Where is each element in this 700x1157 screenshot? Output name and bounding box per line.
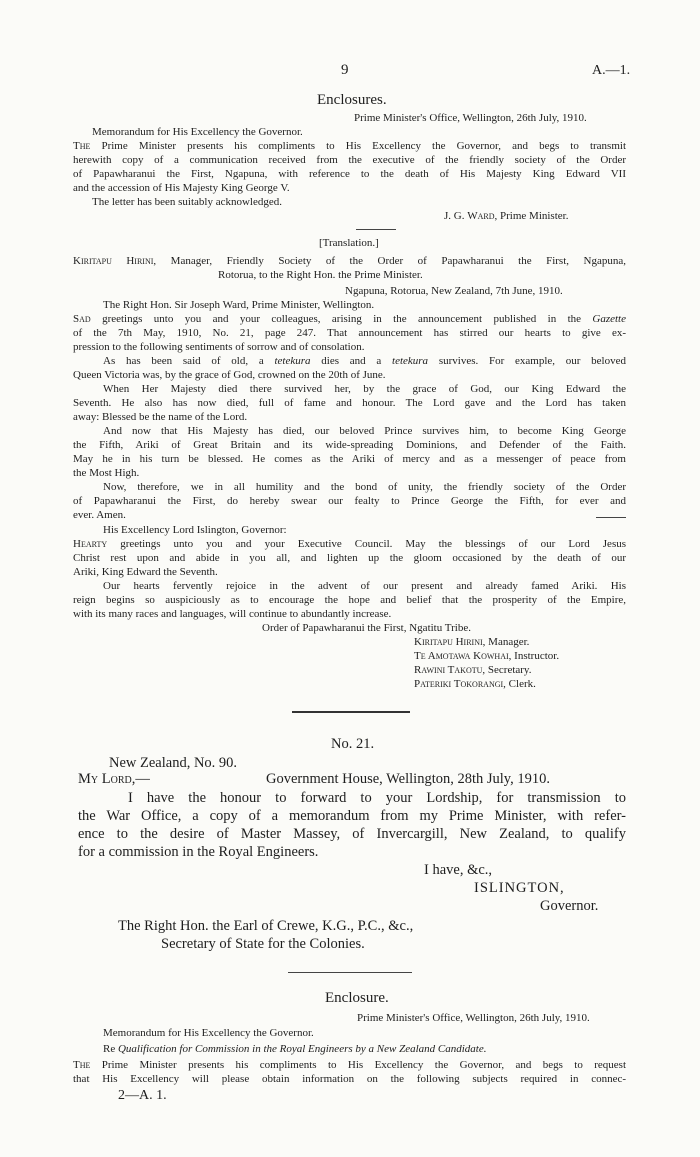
recipient: Secretary of State for the Colonies. (161, 936, 365, 952)
despatch-body: the War Office, a copy of a memorandum from my Prime Minister, with refer- (78, 808, 626, 824)
maori-term: tetekura (392, 355, 429, 367)
recipient: The Right Hon. the Earl of Crewe, K.G., P.C., &c., (118, 918, 414, 934)
subject-line (103, 1042, 486, 1056)
gazette-title: Gazette (592, 313, 626, 325)
signatory (414, 677, 536, 691)
signatory-role: , Instructor. (508, 650, 560, 662)
closing: I have, &c., (424, 862, 493, 878)
addressee: The Right Hon. Sir Joseph Ward, Prime Minister, Wellington. (103, 299, 375, 311)
paragraph-body (73, 537, 626, 551)
paragraph-body: that His Excellency will please obtain information on the following subjects required in connec- (73, 1073, 626, 1085)
signature-title: , Prime Minister. (494, 210, 569, 222)
despatch-number: No. 21. (331, 736, 375, 752)
memo-line: Memorandum for His Excellency the Governor. (92, 126, 303, 138)
signatory-name: Rawini Takotu (414, 664, 483, 676)
section-title-enclosure: Enclosure. (325, 990, 389, 1006)
lead-word: The (73, 1059, 91, 1071)
paragraph-body (73, 312, 626, 326)
paragraph-body: of Papawharanui the First, Ngapuna, with reference to the death of His Majesty King Edward VII (73, 168, 626, 180)
letter-heading: Rotorua, to the Right Hon. the Prime Minister. (218, 269, 423, 281)
paragraph-body (73, 1058, 626, 1072)
signer-title: Governor. (540, 898, 599, 914)
dateline: Government House, Wellington, 28th July, 1910. (266, 771, 550, 787)
text-line: As has been said of old, a (103, 355, 264, 367)
text-line: survives. For example, our beloved (438, 355, 626, 367)
salutation (78, 771, 150, 789)
text-line: dies and a (321, 355, 382, 367)
nz-number: New Zealand, No. 90. (109, 755, 238, 771)
salutation-lord: Lord (101, 771, 132, 787)
text-line: Prime Minister presents his compliments to His Excellency the Governor, and begs to transmit (101, 140, 626, 152)
paragraph-body: Christ rest upon and abide in you all, and lighten up the gloom occasioned by the death of our (73, 552, 626, 564)
paragraph-body: herewith copy of a communication received from the executive of the friendly society of the Order (73, 154, 626, 166)
lead-word: Sad (73, 313, 91, 325)
paragraph-body: And now that His Majesty has died, our beloved Prince survives him, to become King George (103, 425, 626, 437)
section-divider (292, 711, 410, 713)
paragraph-body: away: Blessed be the name of the Lord. (73, 411, 248, 423)
paragraph-body: reign begins so auspiciously as to encourage the hope and belief that the prosperity of the Empire, (73, 594, 626, 606)
paragraph-body: of the 7th May, 1910, No. 21, page 247. That announcement has stirred our hearts to give ex- (73, 327, 626, 339)
paragraph-body: Ariki, King Edward the Seventh. (73, 566, 218, 578)
paragraph-body: the Most High. (73, 467, 140, 479)
despatch-body: for a commission in the Royal Engineers. (78, 844, 319, 860)
page-number: 9 (341, 62, 349, 78)
signature (444, 209, 568, 223)
lead-word: The (73, 140, 91, 152)
dateline: Prime Minister's Office, Wellington, 26th July, 1910. (357, 1012, 590, 1024)
letter-heading (73, 254, 626, 268)
salutation-dash: ,— (131, 771, 150, 787)
signatory-role: , Secretary. (482, 664, 532, 676)
text-line: greetings unto you and your colleagues, arising in the announcement published in the (102, 313, 582, 325)
sender-name: Kiritapu Hirini (73, 255, 154, 267)
signatory-role: , Manager. (482, 636, 530, 648)
paragraph-body: pression to the following sentiments of sorrow and of consolation. (73, 341, 365, 353)
text-line: Prime Minister presents his compliments to His Excellency the Governor, and begs to request (101, 1059, 626, 1071)
lead-word: Hearty (73, 538, 108, 550)
dateline: Prime Minister's Office, Wellington, 26th July, 1910. (354, 112, 587, 124)
paragraph-body: Now, therefore, we in all humility and the bond of unity, the friendly society of the Order (103, 481, 626, 493)
divider (356, 229, 396, 230)
signatory-name: Te Amotawa Kowhai (414, 650, 509, 662)
paragraph-body: and the accession of His Majesty King George V. (73, 182, 290, 194)
signatory (414, 635, 529, 649)
paragraph-body: The letter has been suitably acknowledged. (92, 196, 282, 208)
paragraph-body (103, 354, 626, 368)
paragraph-body (73, 139, 626, 153)
document-reference: A.—1. (592, 63, 631, 78)
salutation-my: My (78, 771, 99, 787)
text-line: , Manager, Friendly Society of the Order of Papawharanui the First, Ngapuna, (153, 255, 626, 267)
order-line: Order of Papawharanui the First, Ngatitu Tribe. (262, 622, 471, 634)
paragraph-body: Queen Victoria was, by the grace of God, crowned on the 20th of June. (73, 369, 386, 381)
despatch-body: I have the honour to forward to your Lordship, for transmission to (128, 790, 626, 806)
signer: ISLINGTON, (474, 880, 565, 896)
paragraph-body: with its many races and languages, will continue to abundantly increase. (73, 608, 392, 620)
paragraph-body: Seventh. He also has now died, full of fame and honour. The Lord gave and the Lord has taken (73, 397, 626, 409)
divider (288, 972, 412, 973)
paragraph-body: of Papawharanui the First, do hereby swear our fealty to Prince George the Fifth, for ever and (73, 495, 626, 507)
signatory (414, 663, 531, 677)
paragraph-body: When Her Majesty died there survived her, by the grace of God, our King Edward the (103, 383, 626, 395)
dateline: Ngapuna, Rotorua, New Zealand, 7th June, 1910. (345, 285, 563, 297)
subject-text: Qualification for Commission in the Royal Engineers by a New Zealand Candidate. (117, 1043, 487, 1055)
signatory-name: Pateriki Tokorangi (414, 678, 504, 690)
memo-line: Memorandum for His Excellency the Governor. (103, 1027, 314, 1039)
re-label: Re (103, 1043, 116, 1055)
signature-name: Ward (467, 210, 495, 222)
signatory (414, 649, 559, 663)
section-title-enclosures: Enclosures. (317, 92, 387, 108)
sheet-mark: 2—A. 1. (118, 1088, 167, 1103)
paragraph-body: ever. Amen. (73, 509, 126, 521)
maori-term: tetekura (274, 355, 311, 367)
paragraph-body: Our hearts fervently rejoice in the advent of our present and already famed Ariki. His (103, 580, 626, 592)
signatory-role: , Clerk. (503, 678, 536, 690)
translation-heading: [Translation.] (319, 237, 379, 249)
signature-initials: J. G. (444, 210, 465, 222)
addressee: His Excellency Lord Islington, Governor: (103, 524, 287, 536)
despatch-body: ence to the desire of Master Massey, of Invercargill, New Zealand, to qualify (78, 826, 626, 842)
divider (596, 517, 626, 518)
signatory-name: Kiritapu Hirini (414, 636, 483, 648)
text-line: greetings unto you and your Executive Council. May the blessings of our Lord Jesus (120, 538, 627, 550)
paragraph-body: May he in his turn be blessed. He comes as the Ariki of mercy and as a messenger of peace from (73, 453, 626, 465)
paragraph-body: the Fifth, Ariki of Great Britain and its wide-spreading Dominions, and Defender of the Faith. (73, 439, 626, 451)
